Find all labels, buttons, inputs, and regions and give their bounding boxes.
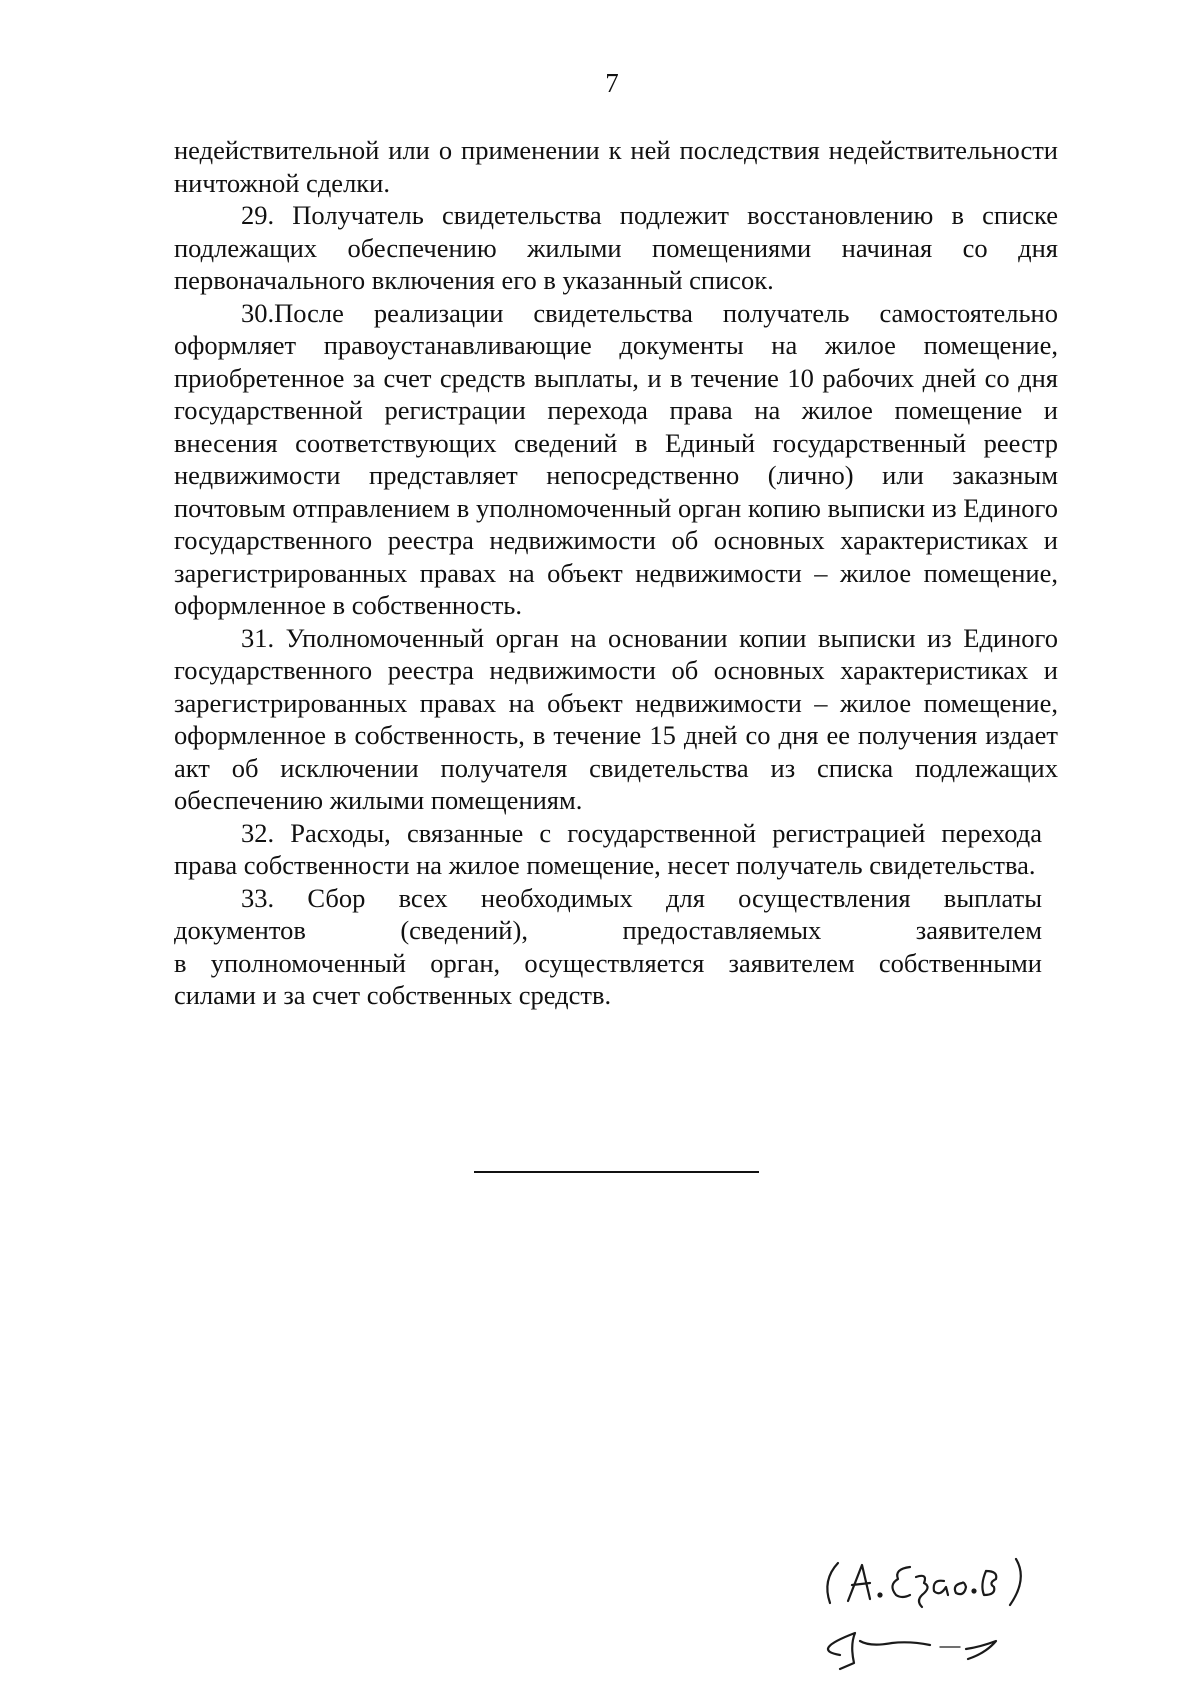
paragraph-33-line: силами и за счет собственных средств. — [174, 980, 612, 1010]
paragraph-31: 31. Уполномоченный орган на основании копии выписки из Единого государственного реестра недвижимости об основных характеристиках и зарегистрированных правах на объект недвижимости – жилое помещение, оформленное в собственность, в течение 15 дней со дня ее получения издает акт об исключении получателя свидетельства из списка подлежащих обеспечению жилыми помещениям. — [174, 622, 1058, 815]
paragraph-29: 29. Получатель свидетельства подлежит восстановлению в списке подлежащих обеспечению жилыми помещениями начиная со дня первоначального включения его в указанный список. — [174, 200, 1058, 295]
paragraph-30: 30.После реализации свидетельства получатель самостоятельно оформляет правоустанавливающие документы на жилое помещение, приобретенное за счет средств выплаты, и в течение 10 рабочих дней со дня государственной регистрации перехода права на жилое помещение и внесения соответствующих сведений в Единый государственный реестр недвижимости представляет непосредственно (лично) или заказным почтовым отправлением в уполномоченный орган копию выписки из Единого государственного реестра недвижимости об основных характеристиках и зарегистрированных правах на объект недвижимости – жилое помещение, оформленное в собственность. — [174, 297, 1058, 620]
paragraph-33-line: 33. Сбор всех необходимых для осуществления выплаты — [241, 882, 1042, 913]
paragraph-33-line: документов (сведений), предоставляемых заявителем — [174, 915, 1042, 945]
paragraph-continuation: недействительной или о применении к ней последствия недействительности ничтожной сделки. — [174, 135, 1058, 198]
handwritten-signature — [810, 1555, 1070, 1675]
end-of-document-rule — [474, 1171, 759, 1173]
paragraph-33 — [174, 882, 1042, 1012]
page-number: 7 — [605, 68, 619, 98]
paragraph-32: 32. Расходы, связанные с государственной регистрацией перехода права собственности на жилое помещение, несет получатель свидетельства. — [174, 817, 1042, 880]
document-body — [174, 134, 1058, 1012]
paragraph-33-line: в уполномоченный орган, осуществляется заявителем собственными — [174, 947, 1042, 978]
